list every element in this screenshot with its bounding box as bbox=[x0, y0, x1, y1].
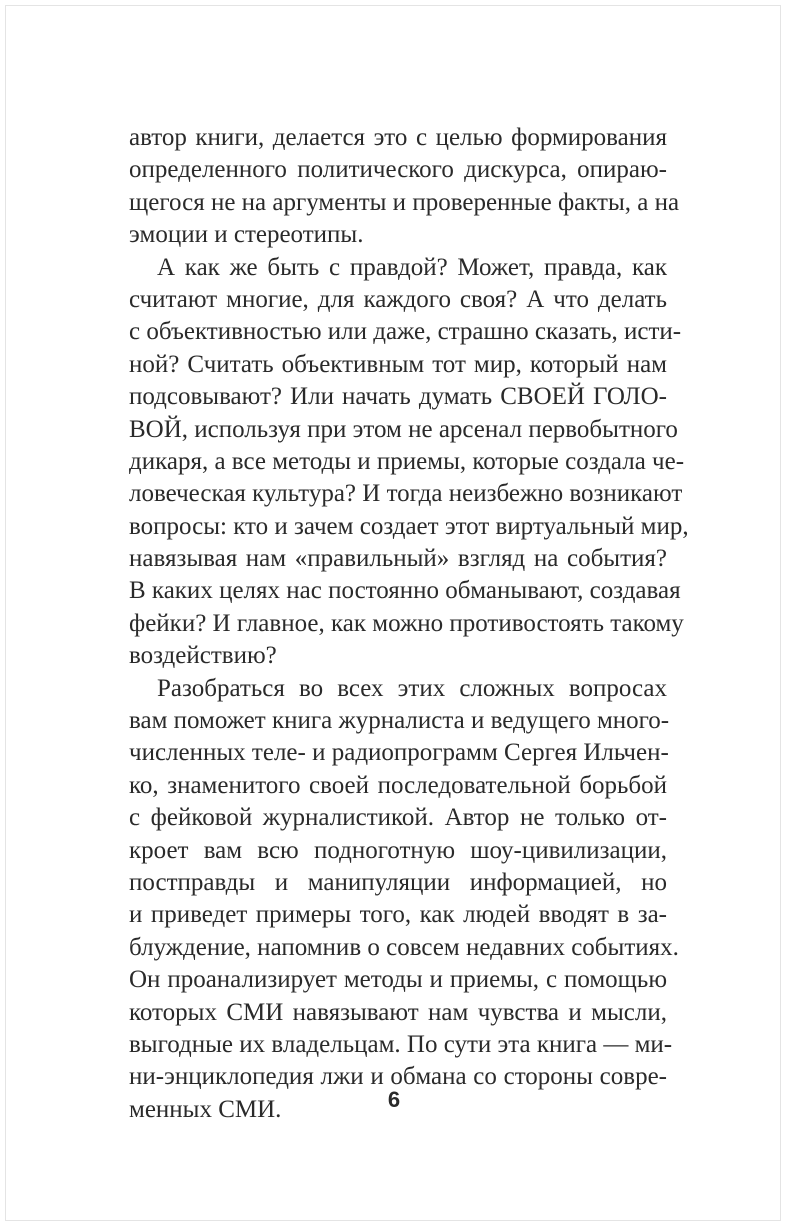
text-line: В каких целях нас постоянно обманывают, создавая bbox=[129, 577, 681, 605]
text-line: которых СМИ навязывают нам чувства и мысли, bbox=[129, 998, 667, 1026]
text-line: с фейковой журналистикой. Автор не только от- bbox=[129, 804, 667, 832]
text-line: эмоции и стереотипы. bbox=[129, 221, 364, 249]
text-line: А как же быть с правдой? Может, правда, как bbox=[157, 253, 667, 281]
text-line: подсовывают? Или начать думать СВОЕЙ ГОЛО- bbox=[129, 383, 667, 411]
page-number: 6 bbox=[387, 1087, 401, 1112]
text-line: автор книги, делается это с целью формирования bbox=[129, 124, 667, 151]
text-line: выгодные их владельцам. По сути эта книга — ми- bbox=[129, 1030, 673, 1058]
text-line: считают многие, для каждого своя? А что делать bbox=[129, 285, 667, 313]
text-line: менных СМИ. bbox=[129, 1095, 282, 1123]
text-line: воздействию? bbox=[129, 642, 277, 670]
text-line: вам поможет книга журналиста и ведущего много- bbox=[129, 707, 670, 735]
text-line: ВОЙ, используя при этом не арсенал первобытного bbox=[129, 415, 678, 443]
text-line: вопросы: кто и зачем создает этот виртуальный мир, bbox=[129, 512, 689, 540]
text-line: кроет вам всю подноготную шоу-цивилизации, bbox=[129, 836, 667, 864]
body-text bbox=[129, 122, 689, 1126]
text-line: и приведет примеры того, как людей вводят в за- bbox=[129, 901, 667, 929]
text-line: ко, знаменитого своей последовательной борьбой bbox=[129, 771, 667, 799]
paragraph-3 bbox=[129, 673, 679, 1126]
text-line: навязывая нам «правильный» взгляд на события? bbox=[129, 545, 667, 573]
paragraph-2 bbox=[129, 252, 689, 673]
text-line: фейки? И главное, как можно противостоять такому bbox=[129, 609, 684, 637]
text-line: постправды и манипуляции информацией, но bbox=[129, 868, 667, 896]
text-line: ни-энциклопедия лжи и обмана со стороны совре- bbox=[129, 1063, 667, 1091]
text-line: ловеческая культура? И тогда неизбежно возникают bbox=[129, 480, 683, 508]
paragraph-1 bbox=[129, 122, 680, 252]
text-line: численных теле- и радиопрограмм Сергея Ильчен- bbox=[129, 739, 669, 767]
text-line: с объективностью или даже, страшно сказать, исти- bbox=[129, 318, 682, 346]
text-line: Разобраться во всех этих сложных вопросах bbox=[157, 674, 667, 702]
text-line: ной? Считать объективным тот мир, который нам bbox=[129, 350, 667, 378]
text-line: определенного политического дискурса, опираю- bbox=[129, 156, 667, 184]
text-line: Он проанализирует методы и приемы, с помощью bbox=[129, 966, 667, 994]
text-line: щегося не на аргументы и проверенные факты, а на bbox=[129, 188, 680, 216]
text-line: блуждение, напомнив о совсем недавних событиях. bbox=[129, 933, 679, 961]
text-line: дикаря, а все методы и приемы, которые создала че- bbox=[129, 447, 685, 475]
